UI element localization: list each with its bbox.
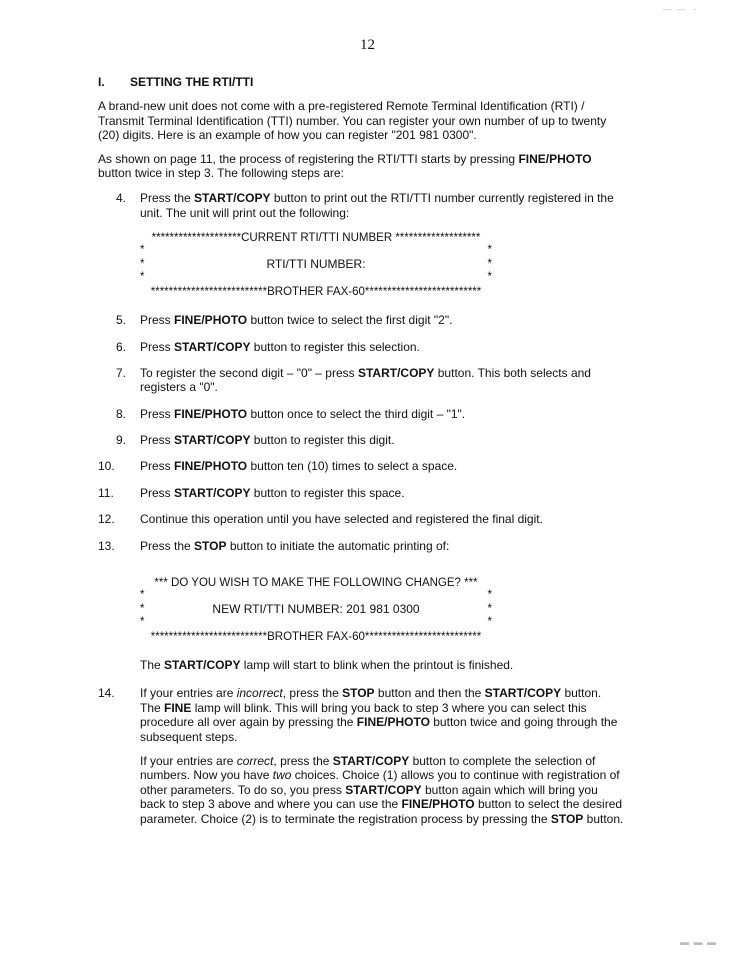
section-heading	[98, 75, 624, 89]
printout-change: *** DO YOU WISH TO MAKE THE FOLLOWING CHANGE? *** * * * NEW RTI/TTI NUMBER: 201 981 0300 * * * **************************BROTHER FAX-60**************************	[140, 577, 492, 644]
printout-change-header: *** DO YOU WISH TO MAKE THE FOLLOWING CHANGE? ***	[154, 577, 478, 590]
step-4: 4. Press the START/COPY button to print out the RTI/TTI number currently registered in the unit. The unit will print out the following:	[98, 191, 624, 220]
step-13: 13. Press the STOP button to initiate the automatic printing of:	[98, 538, 450, 553]
page-number: 12	[360, 37, 375, 53]
step-10: 10. Press FINE/PHOTO button ten (10) times to select a space.	[98, 459, 458, 474]
step-14-paragraph-2: If your entries are correct, press the START/COPY button to complete the selection of numbers. Now you have two choices. Choice (1) allows you to continue with registration of other parameters. To do so, you press START/COPY button again which will bring you back to step 3 above and where you can use the FINE/PHOTO button to select the desired parameter. Choice (2) is to terminate the registration process by pressing the STOP button.	[140, 753, 624, 826]
section-title: SETTING THE RTI/TTI	[130, 75, 254, 89]
step-8: 8. Press FINE/PHOTO button once to select the third digit – "1".	[116, 406, 466, 421]
step-11: 11. Press START/COPY button to register this space.	[98, 485, 405, 500]
step-7: 7. To register the second digit – "0" – press START/COPY button. This both selects and registers a "0".	[116, 365, 591, 395]
step-14-paragraph-1: If your entries are incorrect, press the STOP button and then the START/COPY button. The FINE lamp will blink. This will bring you back to step 3 where you can select this procedure all over again by pressing the FINE/PHOTO button twice and going through the subsequent steps.	[140, 686, 618, 744]
step-4-text: Press the START/COPY button to print out the RTI/TTI number currently registered in the unit. The unit will print out the following:	[140, 191, 614, 220]
step-12: 12. Continue this operation until you have selected and registered the final digit.	[98, 512, 543, 527]
step-6: 6. Press START/COPY button to register this selection.	[116, 339, 420, 354]
printout-change-footer: **************************BROTHER FAX-60**************************	[150, 631, 482, 644]
corner-mark-bottom: ▬ ▬ ▬	[679, 937, 717, 948]
section-number: I.	[98, 75, 105, 89]
intro-paragraph-2: As shown on page 11, the process of registering the RTI/TTI starts by pressing FINE/PHOTO button twice in step 3. The following steps are:	[98, 151, 592, 180]
printout-change-label: NEW RTI/TTI NUMBER: 201 981 0300	[212, 602, 420, 617]
printout-current-footer: **************************BROTHER FAX-60**************************	[150, 286, 482, 299]
step-5: 5. Press FINE/PHOTO button twice to select the first digit "2".	[116, 313, 453, 328]
printout-current: ********************CURRENT RTI/TTI NUMBER ******************* * * * RTI/TTI NUMBER: * * * **************************BROTHER FAX-60**************************	[140, 232, 492, 299]
step-14: 14. If your entries are incorrect, press the STOP button and then the START/COPY button. The FINE lamp will blink. This will bring you back to step 3 where you can select this procedure all over again by pressing the FINE/PHOTO button twice and going through the subsequent steps.	[98, 686, 624, 744]
corner-mark: — —	[662, 4, 697, 14]
after-printout-note: The START/COPY lamp will start to blink when the printout is finished.	[140, 658, 514, 673]
step-9: 9. Press START/COPY button to register this digit.	[116, 433, 395, 448]
printout-current-label: RTI/TTI NUMBER:	[266, 257, 366, 272]
intro-paragraph-1: A brand-new unit does not come with a pre-registered Remote Terminal Identification (RTI) / Transmit Terminal Identification (TTI) number. You can register your own number of up to twenty (20) digits. Here is an example of how you can register "201 981 0300".	[98, 99, 607, 143]
printout-current-header: ********************CURRENT RTI/TTI NUMBER *******************	[151, 232, 481, 245]
document-body	[98, 75, 624, 826]
